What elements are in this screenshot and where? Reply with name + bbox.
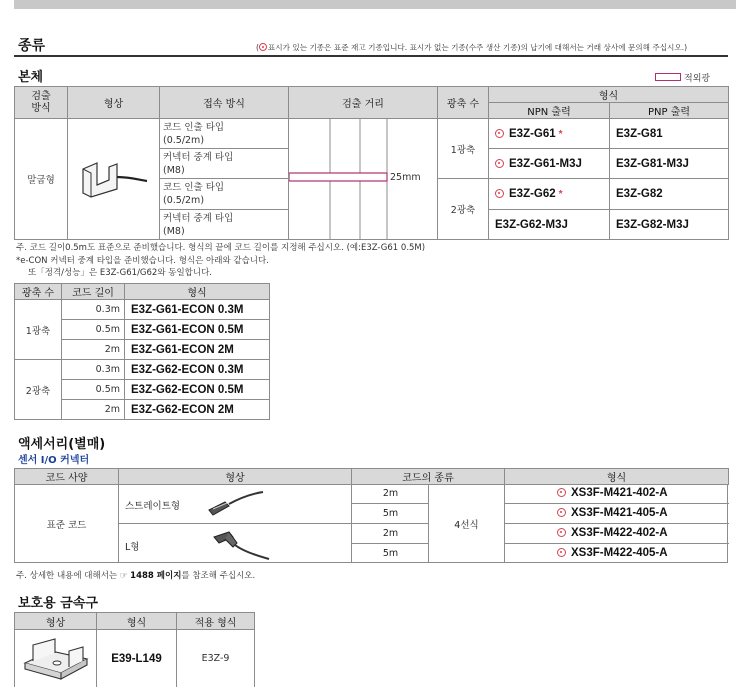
acc-th-shape: 형상 [119, 469, 352, 485]
econ-th-axis: 광축 수 [15, 284, 62, 300]
th-npn: NPN 출력 [489, 103, 610, 119]
stock-mark-icon [495, 129, 504, 138]
npn-model-3: E3Z-G62 * [489, 179, 610, 210]
body-table [14, 86, 729, 240]
econ-model: E3Z-G62-ECON 0.5M [125, 380, 270, 400]
protect-th-model: 형식 [97, 613, 177, 630]
pnp-model-1: E3Z-G81 [610, 119, 729, 149]
th-distance: 검출 거리 [289, 87, 438, 119]
acc-length: 2m [382, 488, 399, 499]
th-shape: 형상 [68, 87, 160, 119]
page-ref: 1488 페이지 [130, 571, 182, 581]
acc-th-spec: 코드 사양 [15, 469, 119, 485]
protect-th-applies: 적용 형식 [177, 613, 255, 630]
stock-mark-icon [557, 548, 566, 557]
stock-mark-icon [557, 508, 566, 517]
econ-th-length: 코드 길이 [62, 284, 125, 300]
connection-cable-2: 코드 인출 타입 (0.5/2m) [160, 179, 289, 210]
acc-th-type: 코드의 종류 [352, 469, 505, 485]
acc-length: 5m [382, 548, 399, 559]
th-model: 형식 [489, 87, 729, 103]
top-bar [14, 0, 736, 9]
body-note-2: *e-CON 커넥터 중계 타입을 준비했습니다. 형식은 아래와 같습니다. [16, 256, 269, 266]
acc-model: XS3F-M421-405-A [551, 507, 668, 519]
pnp-model-2: E3Z-G81-M3J [610, 149, 729, 179]
acc-length: 5m [382, 508, 399, 519]
econ-model: E3Z-G62-ECON 0.3M [125, 360, 270, 380]
th-detect-method: 검출 방식 [15, 87, 68, 119]
distance-value: 25mm [390, 172, 421, 183]
acc-model: XS3F-M422-405-A [551, 547, 668, 559]
protect-applies: E3Z-9 [177, 630, 255, 687]
acc-shape-l: L형 [125, 542, 140, 553]
protect-table [14, 612, 255, 687]
pnp-model-3: E3Z-G82 [610, 179, 729, 210]
econ-model: E3Z-G61-ECON 2M [125, 340, 270, 360]
page-ref-arrow-icon: ☞ [119, 571, 128, 581]
pnp-model-4: E3Z-G82-M3J [610, 210, 729, 240]
th-pnp: PNP 출력 [610, 103, 729, 119]
econ-table [14, 283, 270, 420]
econ-length: 0.5m [62, 320, 125, 340]
stock-mark-icon [495, 159, 504, 168]
stock-mark-icon [259, 43, 267, 51]
econ-length: 0.3m [62, 360, 125, 380]
npn-model-1: E3Z-G61 * [489, 119, 610, 149]
u-sensor-icon [79, 159, 149, 199]
econ-model: E3Z-G61-ECON 0.5M [125, 320, 270, 340]
section-title-accessory: 액세서리(별매) [18, 437, 106, 452]
distance-cell [289, 119, 438, 240]
protect-th-shape: 형상 [15, 613, 97, 630]
econ-axis-2: 2광축 [15, 360, 62, 420]
connection-connector-1: 커넥터 중계 타입 (M8) [160, 149, 289, 179]
econ-model: E3Z-G62-ECON 2M [125, 400, 270, 420]
accessory-subtitle: 센서 I/O 커넥터 [18, 455, 90, 466]
acc-length: 2m [382, 528, 399, 539]
stock-mark-icon [557, 488, 566, 497]
bracket-icon [21, 637, 91, 681]
stock-mark-icon [557, 528, 566, 537]
section-rule [14, 55, 728, 57]
axis-1: 1광축 [438, 119, 489, 179]
acc-wire-type: 4선식 [454, 520, 479, 531]
legend-box-icon [655, 73, 681, 81]
stock-mark-icon [495, 189, 504, 198]
acc-spec: 표준 코드 [46, 520, 87, 531]
econ-th-model: 형식 [125, 284, 270, 300]
accessory-body [14, 484, 728, 563]
acc-model: XS3F-M421-402-A [551, 487, 668, 499]
connection-cable-1: 코드 인출 타입 (0.5/2m) [160, 119, 289, 149]
accessory-table [14, 468, 729, 485]
body-note-1: 주. 코드 길이0.5m도 표준으로 준비했습니다. 형식의 끝에 코드 길이를 지정해 주십시오. (예:E3Z-G61 0.5M) [16, 243, 426, 253]
protect-shape [15, 630, 97, 687]
connection-connector-2: 커넥터 중계 타입 (M8) [160, 210, 289, 240]
acc-shape-straight: 스트레이트형 [125, 501, 181, 512]
econ-length: 2m [62, 340, 125, 360]
stock-note: ( 표시가 있는 기종은 표준 재고 기종입니다. 표시가 없는 기종(수주 생산 기종)의 납기에 대해서는 거래 상사에 문의해 주십시오.) [256, 43, 688, 52]
section-title-protect: 보호용 금속구 [18, 596, 98, 611]
econ-model: E3Z-G61-ECON 0.3M [125, 300, 270, 320]
legend-infrared: 적외광 [655, 71, 710, 84]
npn-model-2: E3Z-G61-M3J [489, 149, 610, 179]
body-note-3: 또「정격/성능」은 E3Z-G61/G62와 동일합니다. [28, 268, 213, 278]
sensor-shape-illustration [68, 119, 160, 240]
detect-method-value: 말굽형 [15, 119, 68, 240]
econ-length: 0.5m [62, 380, 125, 400]
th-connection: 접속 방식 [160, 87, 289, 119]
acc-th-model: 형식 [505, 469, 729, 485]
npn-model-4: E3Z-G62-M3J [489, 210, 610, 240]
th-axis: 광축 수 [438, 87, 489, 119]
section-title-type: 종류 [18, 38, 46, 54]
econ-length: 2m [62, 400, 125, 420]
l-connector-icon [211, 527, 271, 561]
section-title-body: 본체 [18, 70, 44, 85]
straight-connector-icon [205, 490, 265, 520]
econ-length: 0.3m [62, 300, 125, 320]
econ-axis-1: 1광축 [15, 300, 62, 360]
accessory-note: 주. 상세한 내용에 대해서는 ☞ 1488 페이지를 참조해 주십시오. [16, 571, 256, 581]
acc-model: XS3F-M422-402-A [551, 527, 668, 539]
axis-2: 2광축 [438, 179, 489, 240]
protect-model: E39-L149 [97, 630, 177, 687]
